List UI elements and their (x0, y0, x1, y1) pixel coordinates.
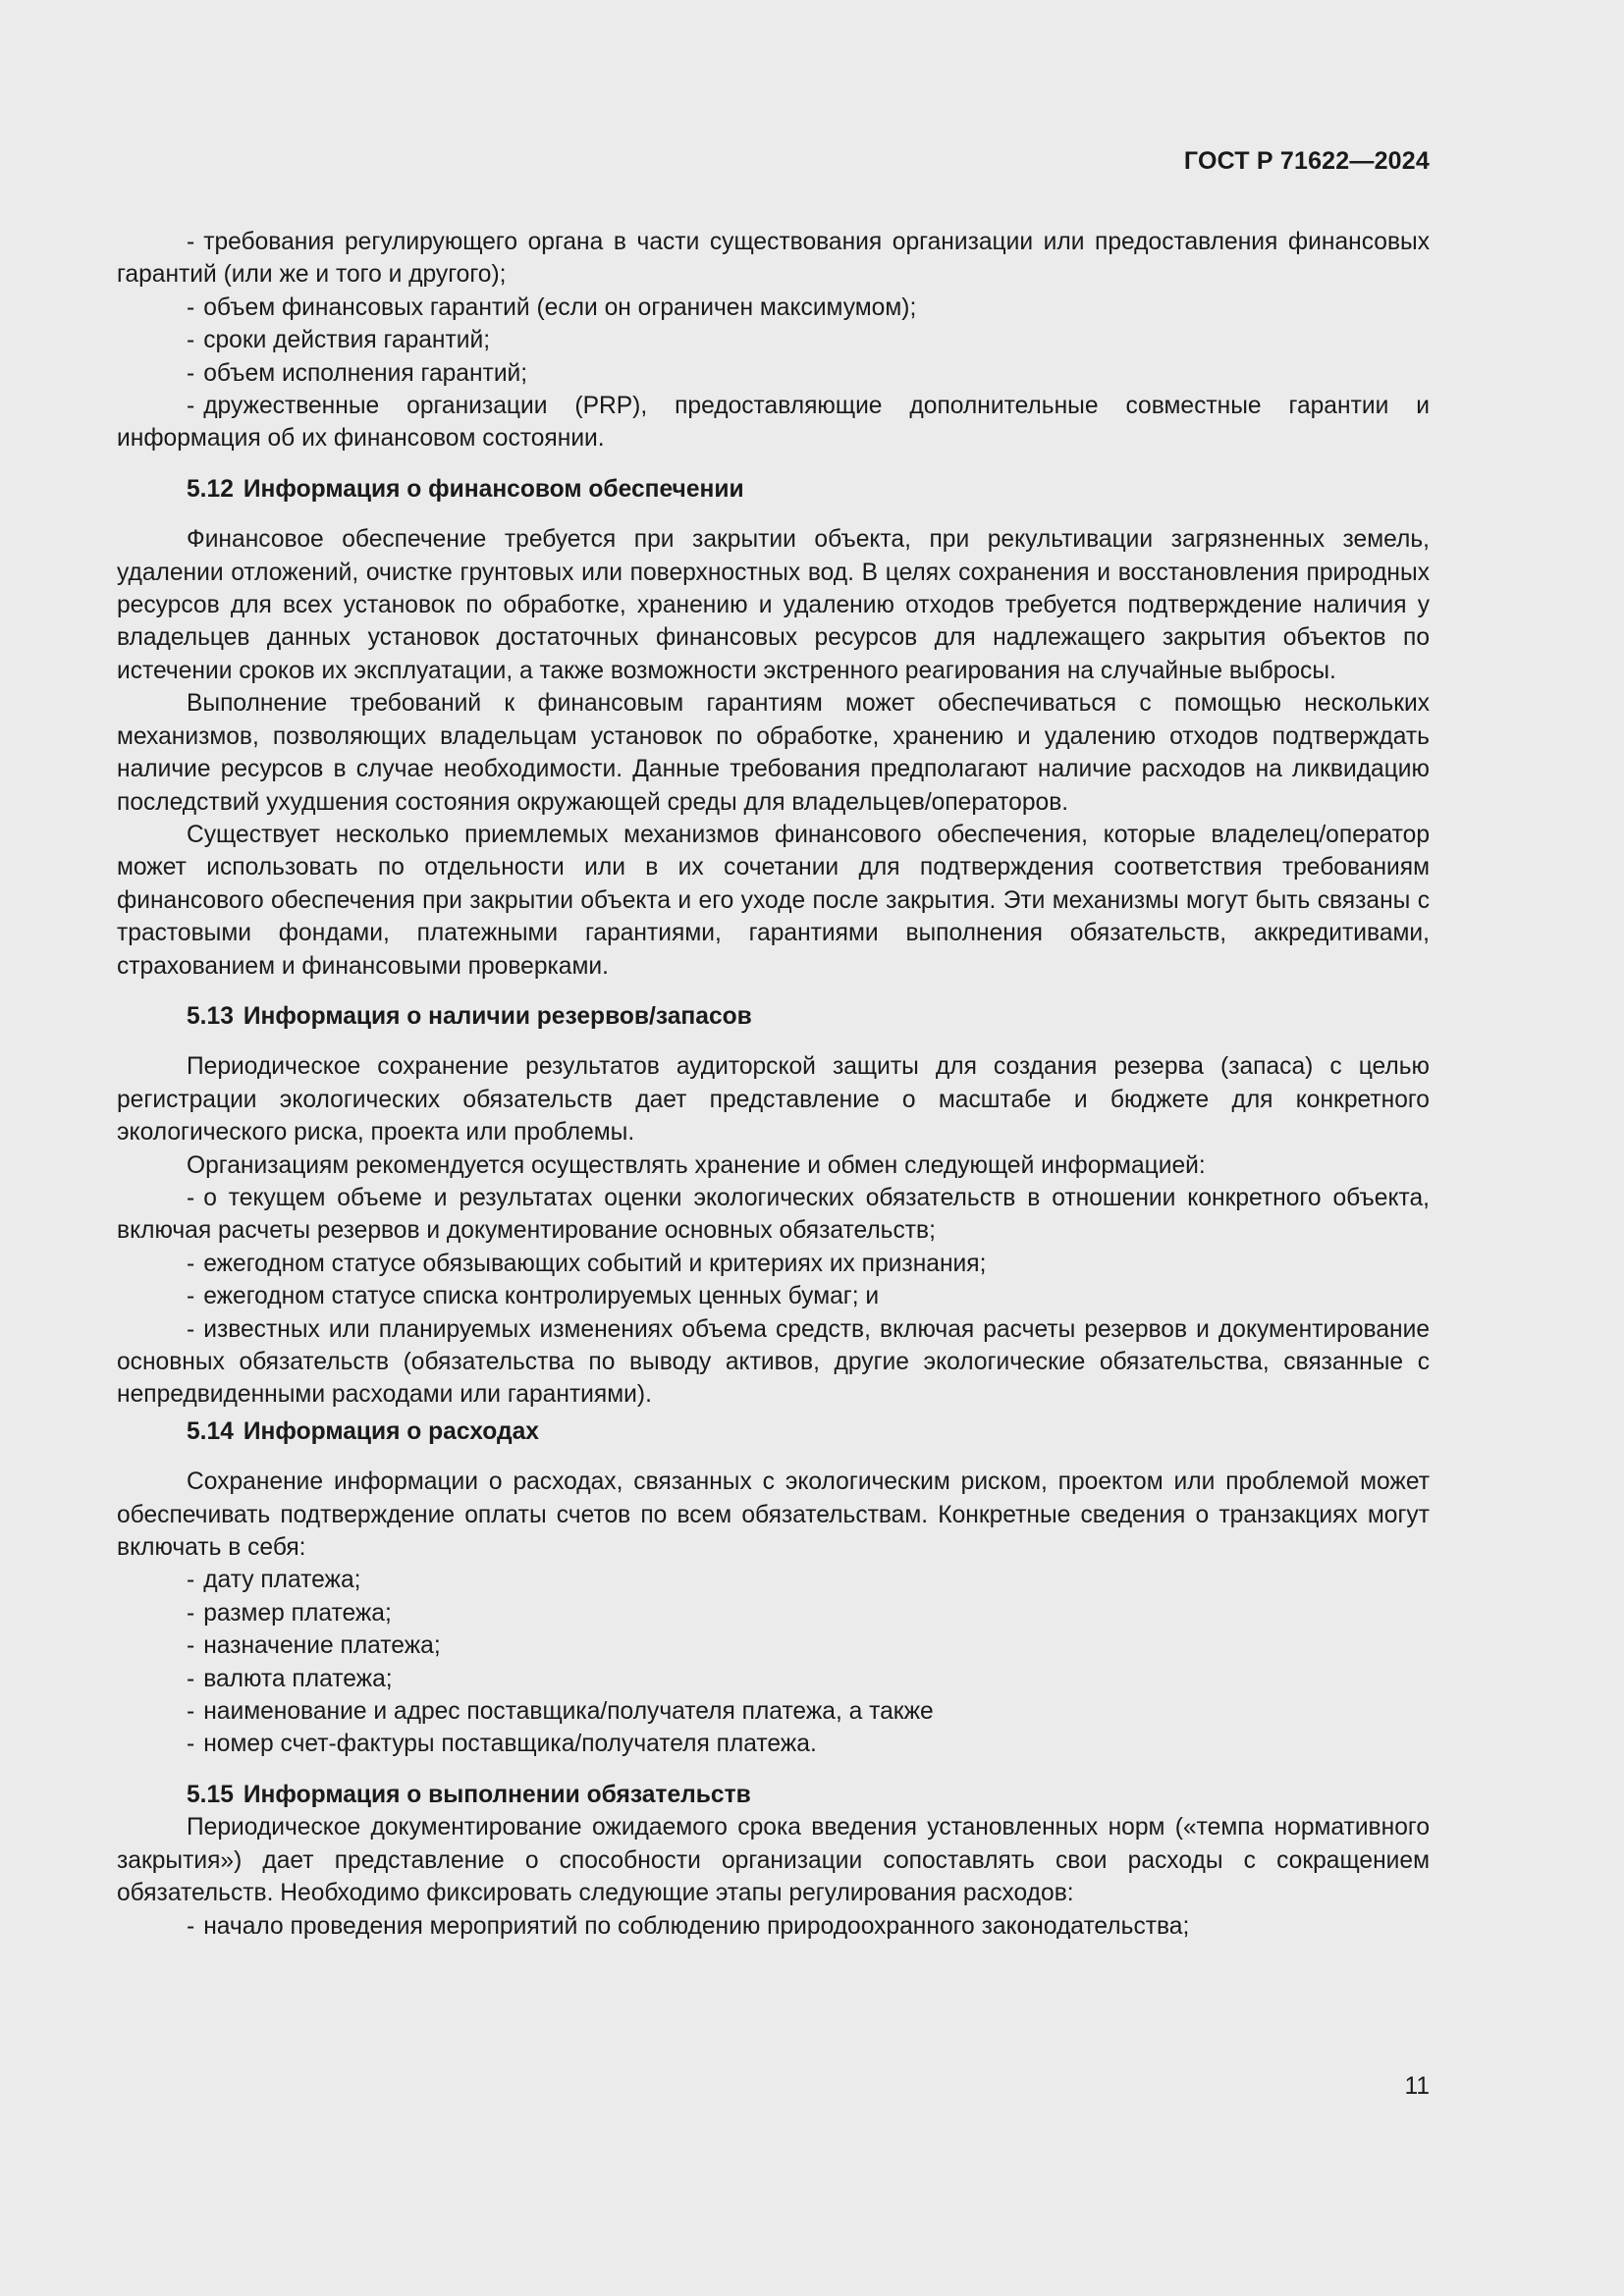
list-item: - о текущем объеме и результатах оценки экологических обязательств в отношении конкретного объекта, включая расчеты резервов и документирование основных обязательств; (117, 1184, 1430, 1245)
paragraph: Существует несколько приемлемых механизмов финансового обеспечения, которые владелец/оператор может использовать по отдельности или в их сочетании для подтверждения соответствия требованиям финансового обеспечения при закрытии объекта и его уходе после закрытия. Эти механизмы могут быть связаны с трастовыми фондами, платежными гарантиями, гарантиями выполнения обязательств, аккредитивами, страхованием и финансовыми проверками. (117, 821, 1430, 980)
paragraph: Периодическое сохранение результатов аудиторской защиты для создания резерва (запаса) с целью регистрации экологических обязательств дает представление о масштабе и бюджете для конкретного экологического риска, проекта или проблемы. (117, 1053, 1430, 1147)
list-item: - объем исполнения гарантий; (187, 359, 528, 387)
section-5-13 (117, 1000, 1430, 1412)
document-code: ГОСТ Р 71622—2024 (1183, 147, 1430, 175)
list-item: - номер счет-фактуры поставщика/получателя платежа. (187, 1731, 817, 1758)
list-item: - ежегодном статусе обязывающих событий и критериях их признания; (187, 1250, 987, 1277)
section-heading: 5.13 Информация о наличии резервов/запасов (187, 1002, 752, 1030)
list-item: - сроки действия гарантий; (187, 327, 491, 354)
section-heading: 5.12 Информация о финансовом обеспечении (187, 475, 744, 503)
paragraph: Сохранение информации о расходах, связанных с экологическим риском, проектом или проблемой может обеспечивать подтверждение оплаты счетов по всем обязательствам. Конкретные сведения о транзакциях могут включать в себя: (117, 1468, 1430, 1562)
intro-list (117, 226, 1430, 455)
list-item: - требования регулирующего органа в части существования организации или предоставления финансовых гарантий (или же и того и другого); (117, 229, 1430, 289)
list-item: - валюта платежа; (187, 1665, 393, 1692)
list-item: - известных или планируемых изменениях объема средств, включая расчеты резервов и документирование основных обязательств (обязательства по выводу активов, другие экологические обязательства, связанные с непредвиденными расходами или гарантиями). (117, 1315, 1430, 1409)
paragraph: Организациям рекомендуется осуществлять хранение и обмен следующей информацией: (187, 1151, 1206, 1179)
page-number: 11 (1404, 2073, 1430, 2100)
list-item: - назначение платежа; (187, 1632, 441, 1660)
list-item: - начало проведения мероприятий по соблюдению природоохранного законодательства; (187, 1912, 1190, 1940)
section-5-14 (117, 1415, 1430, 1761)
list-item: - объем финансовых гарантий (если он ограничен максимумом); (187, 294, 917, 321)
paragraph: Выполнение требований к финансовым гарантиям может обеспечиваться с помощью нескольких механизмов, позволяющих владельцам установок по обработке, хранению и удалению отходов подтверждать наличие ресурсов в случае необходимости. Данные требования предполагают наличие расходов на ликвидацию последствий ухудшения состояния окружающей среды для владельцев/операторов. (117, 690, 1430, 816)
list-item: - размер платежа; (187, 1599, 392, 1627)
paragraph: Периодическое документирование ожидаемого срока введения установленных норм («темпа нормативного закрытия») дает представление о способности организации сопоставлять свои расходы с сокращением обязательств. Необходимо фиксировать следующие этапы регулирования расходов: (117, 1814, 1430, 1907)
section-heading: 5.15 Информация о выполнении обязательств (187, 1781, 751, 1808)
paragraph: Финансовое обеспечение требуется при закрытии объекта, при рекультивации загрязненных земель, удалении отложений, очистке грунтовых или поверхностных вод. В целях сохранения и восстановления природных ресурсов для всех установок по обработке, хранению и удалению отходов требуется подтверждение наличия у владельцев данных установок достаточных финансовых ресурсов для надлежащего закрытия объектов по истечении сроков их эксплуатации, а также возможности экстренного реагирования на случайные выбросы. (117, 526, 1430, 684)
page-content (117, 226, 1430, 1943)
section-heading: 5.14 Информация о расходах (187, 1417, 539, 1445)
list-item: - дружественные организации (PRP), предоставляющие дополнительные совместные гарантии и информация об их финансовом состоянии. (117, 393, 1430, 453)
list-item: - ежегодном статусе списка контролируемых ценных бумаг; и (187, 1283, 880, 1310)
list-item: - дату платежа; (187, 1567, 361, 1594)
section-5-12 (117, 473, 1430, 983)
section-5-15 (117, 1779, 1430, 1943)
list-item: - наименование и адрес поставщика/получателя платежа, а также (187, 1698, 934, 1726)
